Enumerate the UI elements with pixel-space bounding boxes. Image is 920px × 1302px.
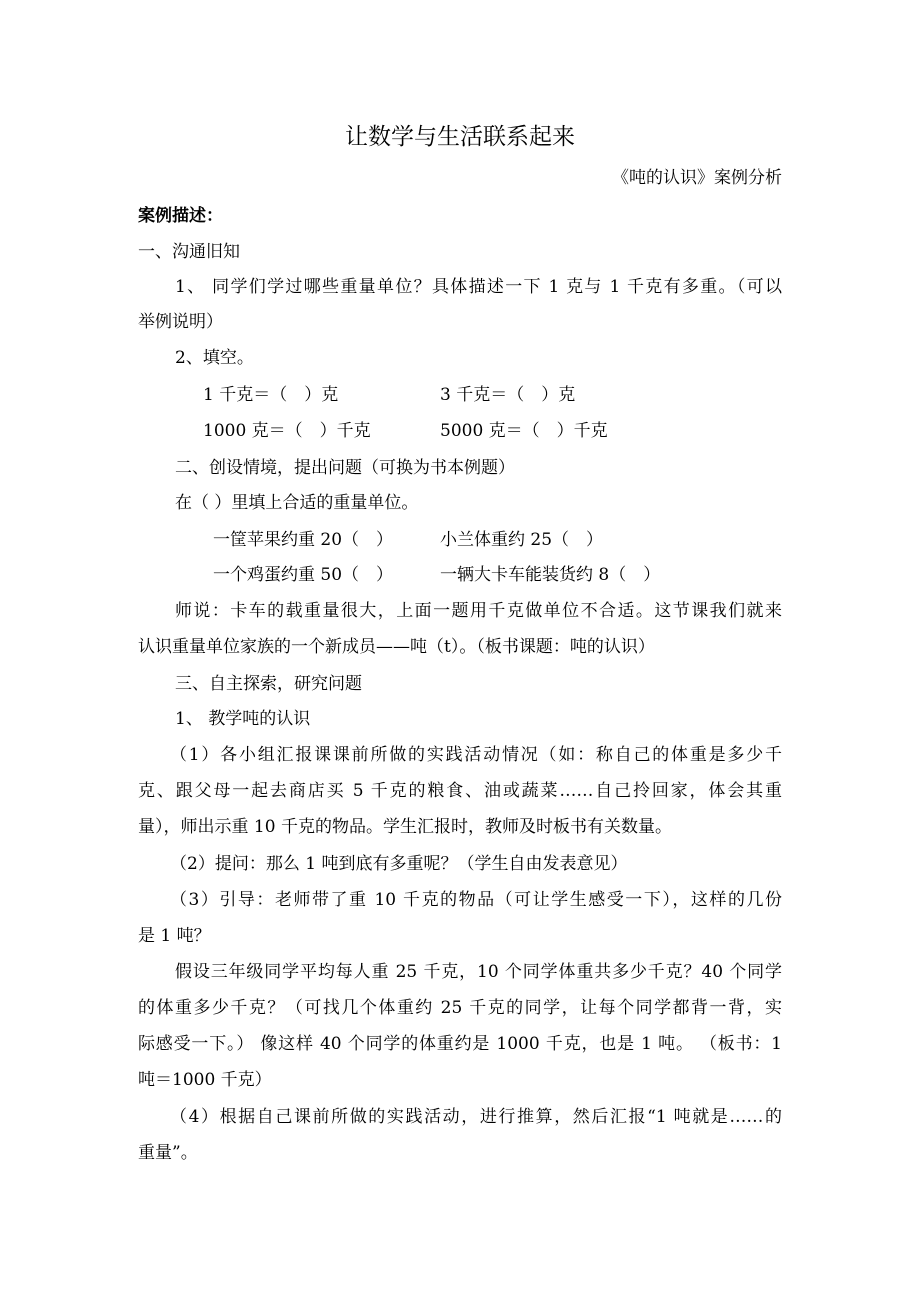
paragraph-line: 师说：卡车的载重量很大，上面一题用千克做单位不合适。这节课我们就来 (175, 601, 782, 621)
paragraph-line: （3）引导：老师带了重 10 千克的物品（可让学生感受一下），这样的几份 (170, 890, 782, 910)
paragraph-line: 重量”。 (138, 1143, 198, 1163)
exercise-item: 一个鸡蛋约重 50（ ） (213, 565, 394, 585)
fill-blank-item: 5000 克＝（ ）千克 (440, 421, 608, 441)
paragraph-line: 是 1 吨？ (138, 926, 211, 946)
fill-blank-item: 3 千克＝（ ）克 (440, 385, 576, 405)
paragraph-line: 克、跟父母一起去商店买 5 千克的粮食、油或蔬菜……自己拎回家，体会其重 (138, 781, 782, 801)
paragraph-line: （2）提问：那么 1 吨到底有多重呢？（学生自由发表意见） (170, 854, 628, 874)
paragraph-line: 际感受一下。） 像这样 40 个同学的体重约是 1000 千克，也是 1 吨。 （板书：1 (138, 1034, 782, 1054)
document-subtitle: 《吨的认识》案例分析 (612, 168, 782, 188)
exercise-item: 一辆大卡车能装货约 8（ ） (440, 565, 661, 585)
paragraph-line: 吨＝1000 千克） (138, 1070, 272, 1090)
subsection-heading: 1、 教学吨的认识 (175, 709, 311, 729)
paragraph-line: 认识重量单位家族的一个新成员——吨（t）。（板书课题：吨的认识） (138, 637, 655, 657)
paragraph-line: 在（ ）里填上合适的重量单位。 (175, 493, 419, 513)
paragraph-line: 2、填空。 (175, 348, 254, 368)
section-2-heading: 二、创设情境，提出问题（可换为书本例题） (175, 458, 515, 478)
document-title: 让数学与生活联系起来 (345, 124, 575, 150)
paragraph-line: 假设三年级同学平均每人重 25 千克，10 个同学体重共多少千克？40 个同学 (175, 962, 782, 982)
fill-blank-item: 1000 克＝（ ）千克 (203, 421, 371, 441)
section-1-heading: 一、沟通旧知 (138, 242, 240, 262)
exercise-item: 一筐苹果约重 20（ ） (213, 530, 394, 550)
fill-blank-item: 1 千克＝（ ）克 (203, 385, 339, 405)
exercise-item: 小兰体重约 25（ ） (440, 530, 604, 550)
paragraph-line: （1）各小组汇报课课前所做的实践活动情况（如：称自己的体重是多少千 (170, 745, 782, 765)
section-3-heading: 三、自主探索，研究问题 (175, 674, 362, 694)
paragraph-line: 1、 同学们学过哪些重量单位？具体描述一下 1 克与 1 千克有多重。（可以 (175, 277, 782, 297)
paragraph-line: （4）根据自己课前所做的实践活动，进行推算，然后汇报“1 吨就是……的 (170, 1107, 782, 1127)
paragraph-line: 量），师出示重 10 千克的物品。学生汇报时，教师及时板书有关数量。 (138, 817, 672, 837)
section-heading: 案例描述： (138, 206, 223, 226)
paragraph-line: 举例说明） (138, 312, 223, 332)
paragraph-line: 的体重多少千克？（可找几个体重约 25 千克的同学，让每个同学都背一背，实 (138, 998, 782, 1018)
